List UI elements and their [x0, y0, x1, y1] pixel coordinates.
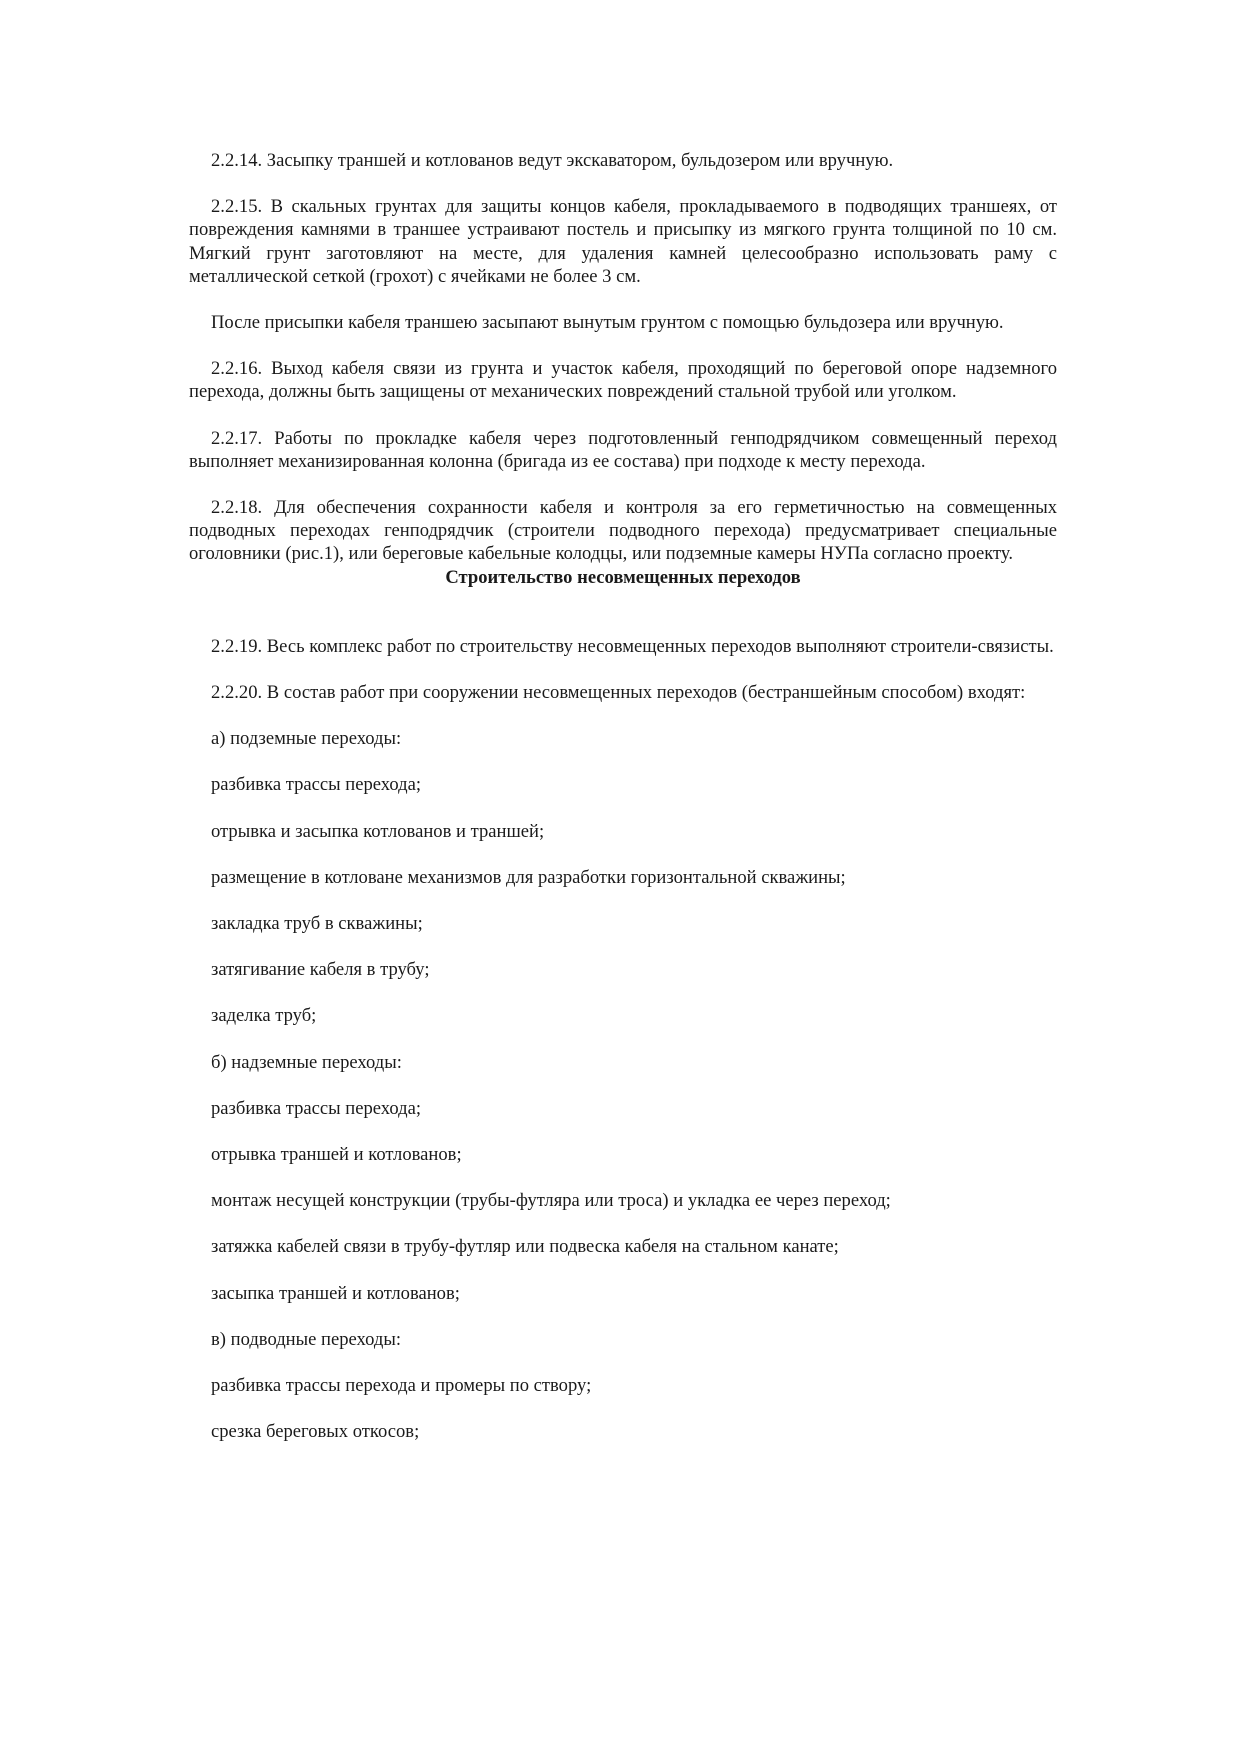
paragraph-2-2-18: 2.2.18. Для обеспечения сохранности кабеля и контроля за его герметичностью на совмещенных подводных переходах генподрядчик (строители подводного перехода) предусматривает специальные оголовники (рис.1), или береговые кабельные колодцы, или подземные камеры НУПа согласно проекту.	[189, 497, 1057, 565]
list-item: разбивка трассы перехода;	[211, 1097, 422, 1119]
list-item: б) надземные переходы:	[211, 1051, 402, 1073]
list-item: монтаж несущей конструкции (трубы-футляра или троса) и укладка ее через переход;	[211, 1190, 891, 1212]
list-item: засыпка траншей и котлованов;	[211, 1282, 460, 1304]
list-item: заделка труб;	[211, 1005, 317, 1027]
list-item: затягивание кабеля в трубу;	[211, 959, 430, 981]
paragraph-2-2-17: 2.2.17. Работы по прокладке кабеля через подготовленный генподрядчиком совмещенный переход выполняет механизированная колонна (бригада из ее состава) при подходе к месту перехода.	[189, 427, 1057, 472]
paragraph-2-2-20: 2.2.20. В состав работ при сооружении несовмещенных переходов (бестраншейным способом) входят:	[211, 682, 1026, 704]
paragraph-2-2-19: 2.2.19. Весь комплекс работ по строительству несовмещенных переходов выполняют строители-связисты.	[211, 635, 1054, 657]
list-item: закладка труб в скважины;	[211, 913, 423, 935]
document-page	[189, 149, 1057, 1467]
list-item: отрывка траншей и котлованов;	[211, 1144, 462, 1166]
paragraph-backfill: После присыпки кабеля траншею засыпают вынутым грунтом с помощью бульдозера или вручную.	[211, 312, 1004, 334]
section-heading: Строительство несовмещенных переходов	[445, 566, 801, 588]
paragraph-2-2-14: 2.2.14. Засыпку траншей и котлованов ведут экскаватором, бульдозером или вручную.	[211, 150, 894, 171]
list-item: разбивка трассы перехода;	[211, 774, 422, 796]
paragraph-2-2-15: 2.2.15. В скальных грунтах для защиты концов кабеля, прокладываемого в подводящих траншеях, от повреждения камнями в траншее устраивают постель и присыпку из мягкого грунта толщиной по 10 см. Мягкий грунт заготовляют на месте, для удаления камней целесообразно использовать раму с металлической сеткой (грохот) с ячейками не более 3 см.	[189, 196, 1057, 287]
list-item: размещение в котловане механизмов для разработки горизонтальной скважины;	[211, 866, 846, 888]
paragraph-2-2-16: 2.2.16. Выход кабеля связи из грунта и участок кабеля, проходящий по береговой опоре надземного перехода, должны быть защищены от механических повреждений стальной трубой или уголком.	[189, 358, 1057, 403]
list-item: в) подводные переходы:	[211, 1328, 401, 1350]
list-item: срезка береговых откосов;	[211, 1421, 420, 1443]
list-item: а) подземные переходы:	[211, 728, 402, 750]
list-item: отрывка и засыпка котлованов и траншей;	[211, 820, 545, 842]
list-item: разбивка трассы перехода и промеры по створу;	[211, 1375, 592, 1397]
list-item: затяжка кабелей связи в трубу-футляр или подвеска кабеля на стальном канате;	[211, 1236, 839, 1258]
